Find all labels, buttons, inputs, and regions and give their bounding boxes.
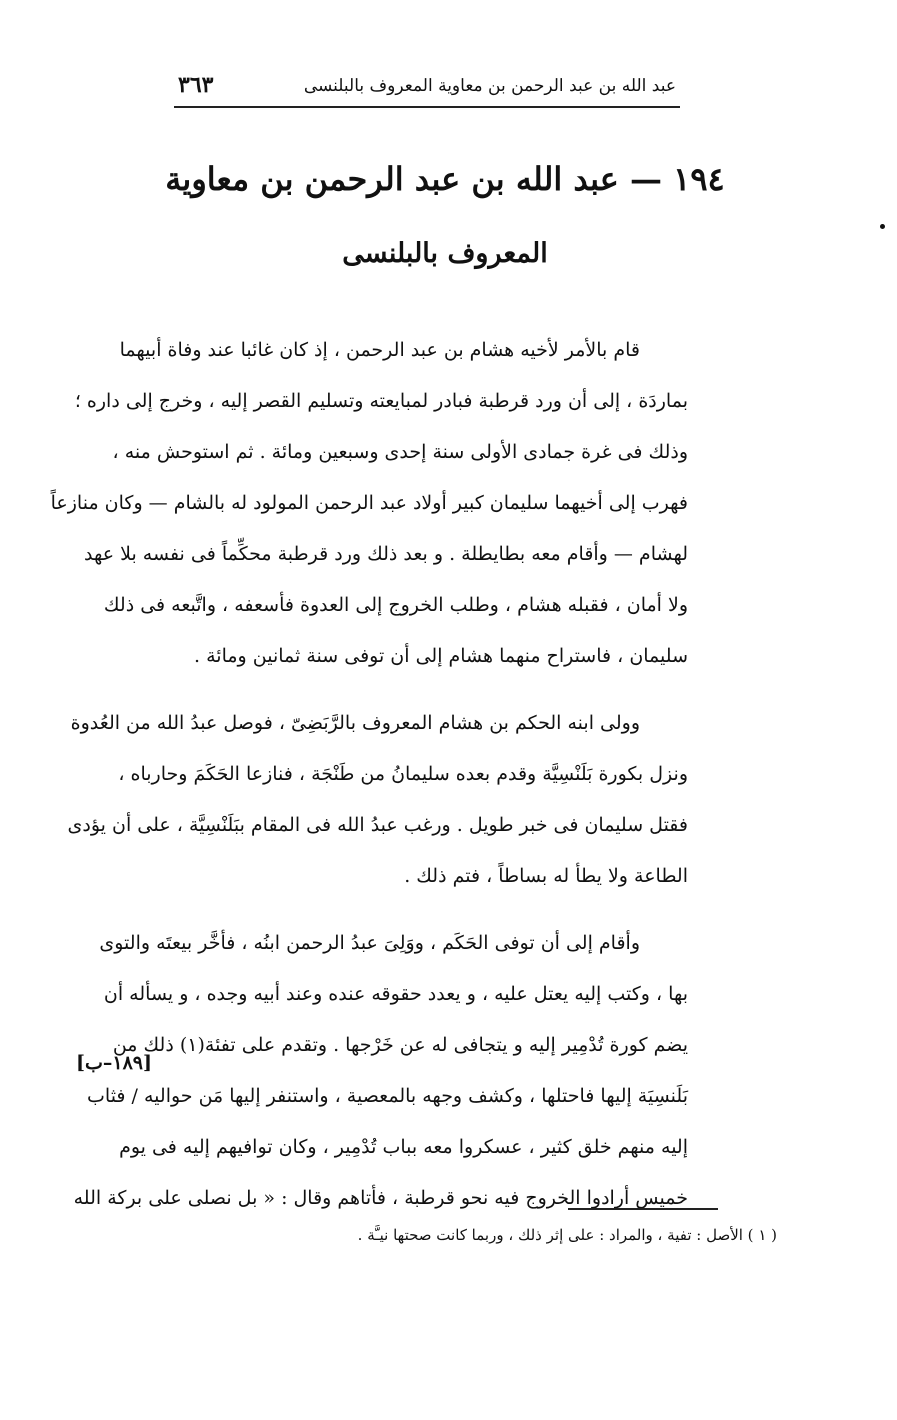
- text-line: يضم كورة تُدْمِير إليه و يتجافى له عن خَرْجها . وتقدم على تفئة(١) ذلك من: [112, 1034, 688, 1056]
- text-line: خميس أرادوا الخروج فيه نحو قرطبة ، فأتاهم وقال : « بل نصلى على بركة الله: [73, 1187, 688, 1209]
- text-line: الطاعة ولا يطأ له بساطاً ، فتم ذلك .: [404, 865, 688, 887]
- chapter-subtitle: المعروف بالبلنسى: [342, 238, 548, 269]
- page-number: ٣٦٣: [178, 72, 214, 98]
- text-line: سليمان ، فاستراح منهما هشام إلى أن توفى سنة ثمانين ومائة .: [194, 645, 688, 667]
- text-line: قام بالأمر لأخيه هشام بن عبد الرحمن ، إذ كان غائبا عند وفاة أبيهما: [119, 339, 640, 361]
- chapter-title: ١٩٤ — عبد الله بن عبد الرحمن بن معاوية: [165, 160, 725, 198]
- text-line: إليه منهم خلق كثير ، عسكروا معه بباب تُدْمِير ، وكان توافيهم إليه فى يوم: [119, 1136, 688, 1158]
- text-line: ولا أمان ، فقبله هشام ، وطلب الخروج إلى العدوة فأسعفه ، واتَّبعه فى ذلك: [103, 594, 688, 616]
- text-line: وذلك فى غرة جمادى الأولى سنة إحدى وسبعين ومائة . ثم استوحش منه ،: [112, 441, 688, 463]
- text-line: لهشام — وأقام معه بطايطلة . و بعد ذلك ورد قرطبة محكِّماً فى نفسه بلا عهد: [84, 543, 688, 565]
- manuscript-folio-marker: [١٨٩–ب]: [76, 1052, 153, 1074]
- ink-dot: [880, 224, 885, 229]
- paragraph-gap: [164, 907, 688, 923]
- text-line: بَلَنسِيَة إليها فاحتلها ، وكشف وجهه بالمعصية ، واستنفر إليها مَن حواليه / فثاب: [87, 1085, 688, 1107]
- text-line: بها ، وكتب إليه يعتل عليه ، و يعدد حقوقه عنده وعند أبيه وجده ، و يسأله أن: [103, 983, 688, 1005]
- text-line: وأقام إلى أن توفى الحَكَم ، ووَلِىَ عبدُ الرحمن ابنُه ، فأخَّر بيعتَه والتوى: [99, 932, 640, 954]
- header-rule: [174, 106, 680, 108]
- text-line: بماردَة ، إلى أن ورد قرطبة فبادر لمبايعته وتسليم القصر إليه ، وخرج إلى داره ؛: [74, 390, 688, 412]
- text-line: وولى ابنه الحكم بن هشام المعروف بالرَّبَضِىّ ، فوصل عبدُ الله من العُدوة: [70, 712, 640, 734]
- text-line: فقتل سليمان فى خبر طويل . ورغب عبدُ الله فى المقام ببَلَنْسِيَّة ، على أن يؤدى: [67, 814, 688, 836]
- running-header: [178, 72, 676, 102]
- paragraph-gap: [164, 687, 688, 703]
- running-title: عبد الله بن عبد الرحمن بن معاوية المعروف بالبلنسى: [303, 76, 676, 96]
- footnote: ( ١ ) الأصل : تفية ، والمراد : على إثر ذلك ، وربما كانت صحتها نيـَّة .: [357, 1226, 777, 1244]
- text-line: ونزل بكورة بَلَنْسِيَّة وقدم بعده سليمانُ من طَنْجَة ، فنازعا الحَكَمَ وحارباه ،: [118, 763, 688, 785]
- text-line: فهرب إلى أخيهما سليمان كبير أولاد عبد الرحمن المولود له بالشام — وكان منازعاً: [50, 492, 688, 514]
- footnote-rule: [568, 1208, 718, 1210]
